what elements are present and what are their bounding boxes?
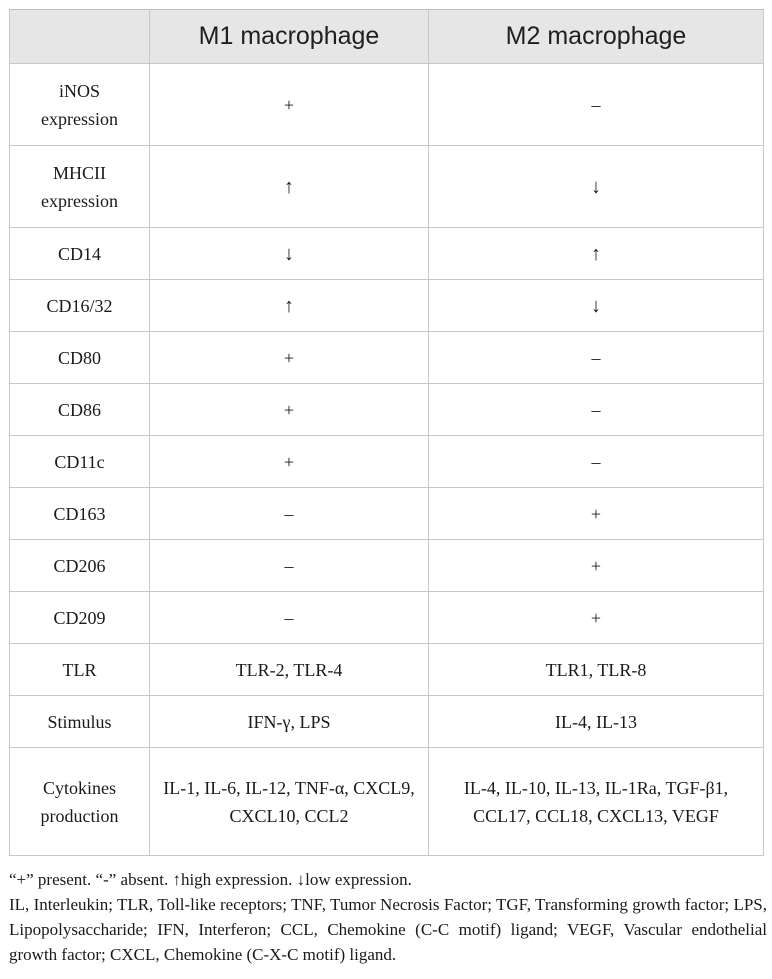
table-row — [10, 146, 764, 228]
header-empty-cell — [10, 10, 150, 64]
header-m1-macrophage: M1 macrophage — [150, 10, 429, 64]
table-row — [10, 384, 764, 436]
m1-value: ↑ — [150, 280, 429, 332]
row-label: CD209 — [10, 592, 150, 644]
m1-value: ↑ — [150, 146, 429, 228]
table-row — [10, 332, 764, 384]
m2-value: – — [429, 64, 764, 146]
m1-value: – — [150, 592, 429, 644]
m1-value: ↓ — [150, 228, 429, 280]
m1-value: IFN-γ, LPS — [150, 696, 429, 748]
m1-value: + — [150, 384, 429, 436]
row-label: Stimulus — [10, 696, 150, 748]
m2-value: + — [429, 488, 764, 540]
row-label: CD86 — [10, 384, 150, 436]
row-label: Cytokines production — [10, 748, 150, 856]
row-label: CD11c — [10, 436, 150, 488]
table-row — [10, 488, 764, 540]
row-label: iNOS expression — [10, 64, 150, 146]
footnote-legend: “+” present. “-” absent. ↑high expression. ↓low expression. — [9, 870, 412, 889]
m2-value: IL-4, IL-13 — [429, 696, 764, 748]
row-label: TLR — [10, 644, 150, 696]
table-row — [10, 228, 764, 280]
table-row — [10, 644, 764, 696]
header-m2-macrophage: M2 macrophage — [429, 10, 764, 64]
m2-value: IL-4, IL-10, IL-13, IL-1Ra, TGF-β1, CCL17, CCL18, CXCL13, VEGF — [429, 748, 764, 856]
m2-value: + — [429, 592, 764, 644]
m1-value: IL-1, IL-6, IL-12, TNF-α, CXCL9, CXCL10, CCL2 — [150, 748, 429, 856]
table-row — [10, 280, 764, 332]
row-label: CD80 — [10, 332, 150, 384]
m2-value: + — [429, 540, 764, 592]
table-row — [10, 540, 764, 592]
table-row — [10, 436, 764, 488]
m1-value: TLR-2, TLR-4 — [150, 644, 429, 696]
m1-value: + — [150, 64, 429, 146]
row-label: CD163 — [10, 488, 150, 540]
table-row — [10, 696, 764, 748]
table-row — [10, 748, 764, 856]
m2-value: TLR1, TLR-8 — [429, 644, 764, 696]
m1-value: – — [150, 488, 429, 540]
row-label: MHCII expression — [10, 146, 150, 228]
row-label: CD16/32 — [10, 280, 150, 332]
macrophage-comparison-table — [9, 9, 764, 856]
footnote-abbreviations: IL, Interleukin; TLR, Toll-like receptors; TNF, Tumor Necrosis Factor; TGF, Transforming growth factor; LPS, Lipopolysaccharide; IFN, Interferon; CCL, Chemokine (C-C motif) ligand; VEGF, Vascular endothelial growth factor; CXCL, Chemokine (C-X-C motif) ligand. — [9, 895, 767, 964]
m2-value: – — [429, 436, 764, 488]
row-label: CD206 — [10, 540, 150, 592]
m2-value: ↓ — [429, 146, 764, 228]
m1-value: + — [150, 436, 429, 488]
table-row — [10, 592, 764, 644]
comparison-table-container — [9, 9, 763, 856]
m2-value: – — [429, 332, 764, 384]
row-label: CD14 — [10, 228, 150, 280]
m1-value: – — [150, 540, 429, 592]
m2-value: ↓ — [429, 280, 764, 332]
m2-value: – — [429, 384, 764, 436]
m1-value: + — [150, 332, 429, 384]
table-row — [10, 64, 764, 146]
m2-value: ↑ — [429, 228, 764, 280]
table-footnotes — [9, 867, 767, 967]
table-header-row — [10, 10, 764, 64]
